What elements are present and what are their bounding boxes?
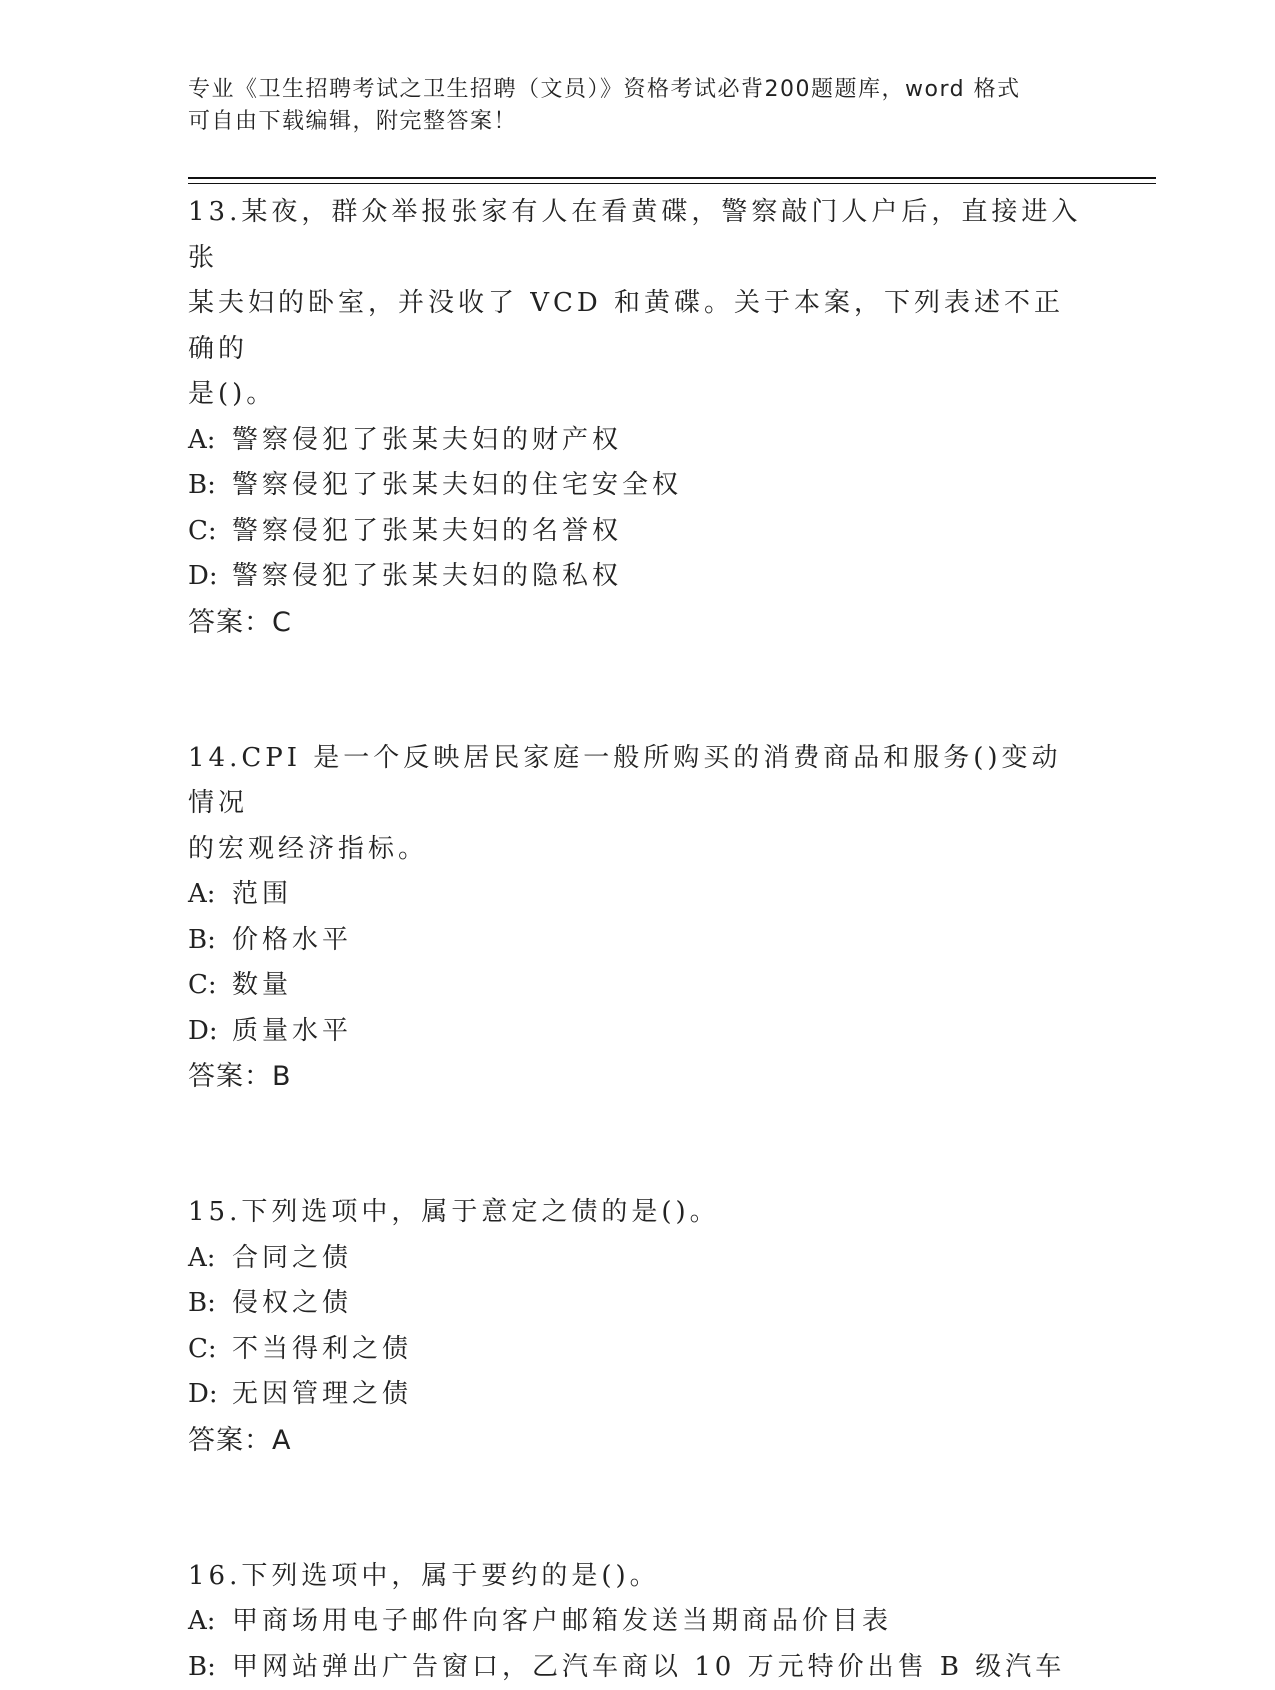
option-a [188, 872, 1088, 918]
option-key: A: [188, 872, 232, 918]
option-text: 警察侵犯了张某夫妇的隐私权 [232, 561, 622, 591]
option-b [188, 918, 1088, 964]
option-text: 合同之债 [232, 1243, 352, 1273]
option-key: A: [188, 418, 232, 464]
question-text-line: 16.下列选项中，属于要约的是()。 [188, 1554, 1088, 1600]
option-text: 警察侵犯了张某夫妇的财产权 [232, 425, 622, 455]
option-b [188, 463, 1088, 509]
question-text-line: 15.下列选项中，属于意定之债的是()。 [188, 1190, 1088, 1236]
option-text: 无因管理之债 [232, 1379, 412, 1409]
question-spacer [188, 1464, 1088, 1554]
option-b [188, 1281, 1088, 1327]
option-key: B: [188, 463, 232, 509]
answer-label: 答案：A [188, 1418, 1088, 1464]
option-text: 质量水平 [232, 1016, 352, 1046]
option-key: B: [188, 1281, 232, 1327]
option-d [188, 554, 1088, 600]
header-line-2: 可自由下载编辑，附完整答案！ [188, 106, 1088, 138]
option-key: D: [188, 1372, 232, 1418]
option-key: B: [188, 918, 232, 964]
option-text: 甲网站弹出广告窗口，乙汽车商以 10 万元特价出售 B 级汽车 [232, 1652, 1065, 1682]
question-text-line: 是()。 [188, 372, 1088, 418]
answer-label: 答案：C [188, 600, 1088, 646]
option-b [188, 1645, 1088, 1690]
option-a [188, 418, 1088, 464]
option-key: D: [188, 1009, 232, 1055]
option-d [188, 1372, 1088, 1418]
option-key: B: [188, 1645, 232, 1690]
option-key: C: [188, 1327, 232, 1373]
option-text: 警察侵犯了张某夫妇的名誉权 [232, 516, 622, 546]
option-c [188, 509, 1088, 555]
header-divider-thin [188, 183, 1156, 184]
question-text-line: 某夫妇的卧室，并没收了 VCD 和黄碟。关于本案，下列表述不正确的 [188, 281, 1088, 372]
option-text: 范围 [232, 879, 292, 909]
option-text: 价格水平 [232, 925, 352, 955]
answer-label: 答案：B [188, 1054, 1088, 1100]
question-text-line: 的宏观经济指标。 [188, 827, 1088, 873]
option-text: 甲商场用电子邮件向客户邮箱发送当期商品价目表 [232, 1606, 892, 1636]
question-15 [188, 1190, 1088, 1464]
option-c [188, 963, 1088, 1009]
question-text-line: 14.CPI 是一个反映居民家庭一般所购买的消费商品和服务()变动情况 [188, 736, 1088, 827]
option-key: A: [188, 1599, 232, 1645]
question-spacer [188, 1100, 1088, 1190]
option-c [188, 1327, 1088, 1373]
option-text: 数量 [232, 970, 292, 1000]
option-key: D: [188, 554, 232, 600]
question-14 [188, 736, 1088, 1101]
option-a [188, 1236, 1088, 1282]
option-key: A: [188, 1236, 232, 1282]
question-13 [188, 190, 1088, 646]
question-16 [188, 1554, 1088, 1690]
document-header [188, 74, 1088, 138]
option-a [188, 1599, 1088, 1645]
question-list [188, 190, 1088, 1690]
option-key: C: [188, 963, 232, 1009]
option-text: 警察侵犯了张某夫妇的住宅安全权 [232, 470, 682, 500]
option-key: C: [188, 509, 232, 555]
header-line-1: 专业《卫生招聘考试之卫生招聘（文员）》资格考试必背200题题库，word 格式 [188, 74, 1088, 106]
option-text: 不当得利之债 [232, 1334, 412, 1364]
header-divider-thick [188, 177, 1156, 179]
question-spacer [188, 646, 1088, 736]
question-text-line: 13.某夜，群众举报张家有人在看黄碟，警察敲门人户后，直接进入张 [188, 190, 1088, 281]
option-text: 侵权之债 [232, 1288, 352, 1318]
option-d [188, 1009, 1088, 1055]
